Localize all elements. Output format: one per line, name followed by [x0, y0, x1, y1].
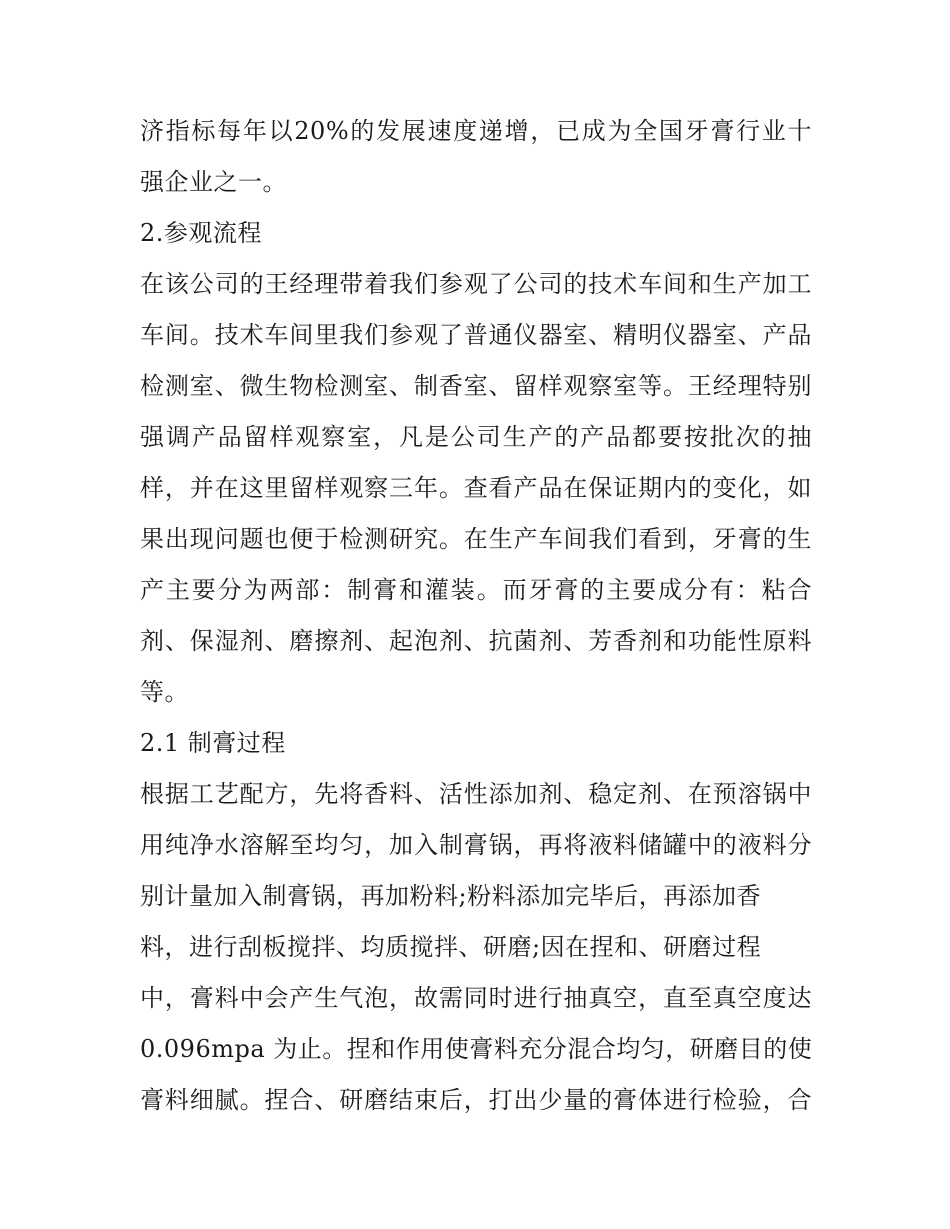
paragraph-line: 0.096mpa 为止。捏和作用使膏料充分混合均匀，研磨目的使 [140, 1035, 813, 1063]
paragraph-line: 根据工艺配方，先将香料、活性添加剂、稳定剂、在预溶锅中 [140, 780, 812, 808]
paragraph-line: 车间。技术车间里我们参观了普通仪器室、精明仪器室、产品 [140, 321, 812, 349]
paragraph-line: 等。 [140, 678, 189, 706]
paragraph-line: 剂、保湿剂、磨擦剂、起泡剂、抗菌剂、芳香剂和功能性原料 [140, 627, 812, 655]
paragraph-line: 料，进行刮板搅拌、均质搅拌、研磨;因在捏和、研磨过程 [140, 933, 762, 961]
paragraph-line: 膏料细腻。捏合、研磨结束后，打出少量的膏体进行检验，合 [140, 1086, 812, 1114]
paragraph-line: 产主要分为两部：制膏和灌装。而牙膏的主要成分有：粘合 [140, 576, 812, 604]
paragraph-line: 在该公司的王经理带着我们参观了公司的技术车间和生产加工 [140, 270, 812, 298]
paragraph-line: 济指标每年以20%的发展速度递增，已成为全国牙膏行业十 [140, 117, 812, 145]
paragraph-line: 果出现问题也便于检测研究。在生产车间我们看到，牙膏的生 [140, 525, 812, 553]
paragraph-line: 检测室、微生物检测室、制香室、留样观察室等。王经理特别 [140, 372, 812, 400]
paragraph-line: 强调产品留样观察室，凡是公司生产的产品都要按批次的抽 [140, 423, 812, 451]
document-body [140, 106, 812, 1126]
subsection-heading: 2.1 制膏过程 [140, 729, 286, 757]
paragraph-line: 中，膏料中会产生气泡，故需同时进行抽真空，直至真空度达 [140, 984, 812, 1012]
paragraph-line: 样，并在这里留样观察三年。查看产品在保证期内的变化，如 [140, 474, 812, 502]
paragraph-line: 用纯净水溶解至均匀，加入制膏锅，再将液料储罐中的液料分 [140, 831, 812, 859]
section-heading: 2.参观流程 [140, 219, 262, 247]
paragraph-line: 别计量加入制膏锅，再加粉料;粉料添加完毕后，再添加香 [140, 882, 762, 910]
paragraph-line: 强企业之一。 [140, 168, 287, 196]
